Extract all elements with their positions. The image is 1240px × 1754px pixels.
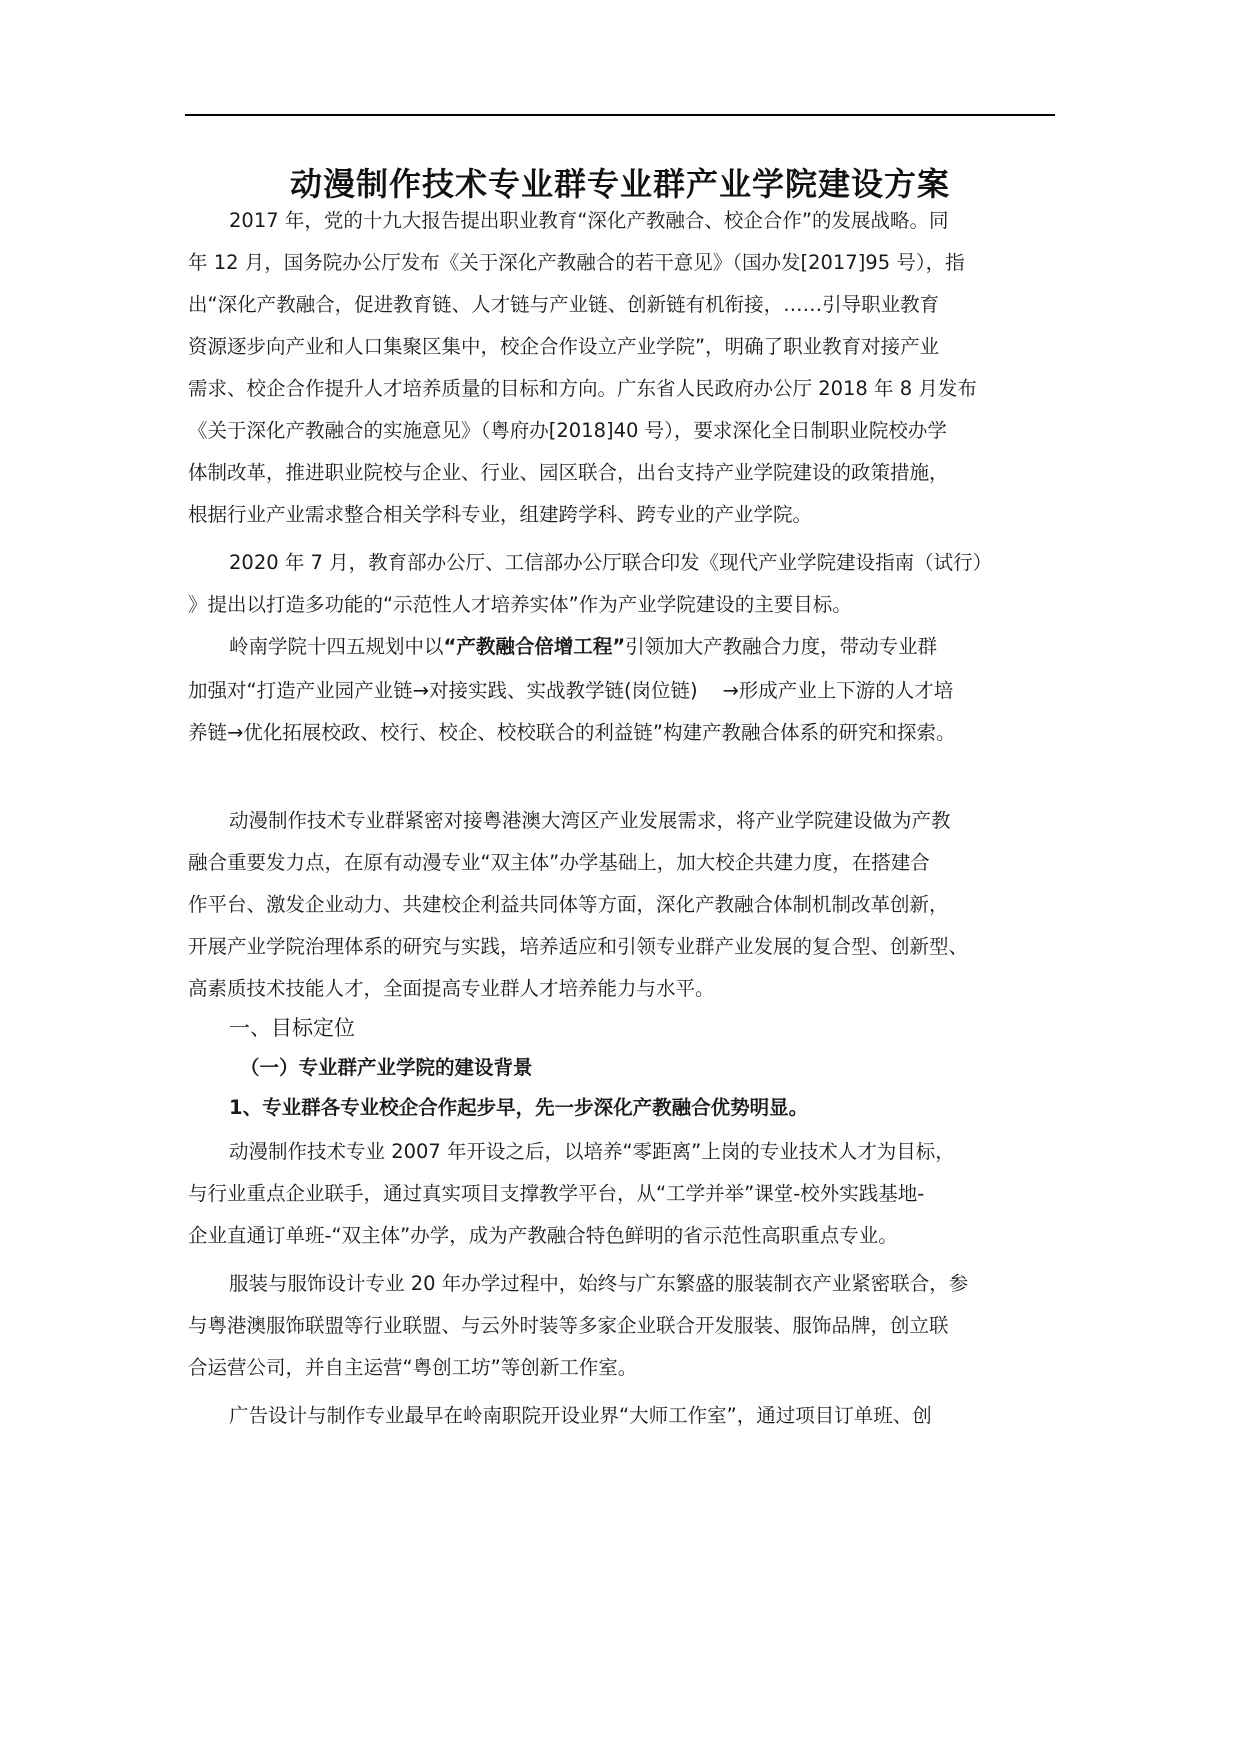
paragraph-line bbox=[229, 632, 1059, 662]
paragraph-line: 合运营公司，并自主运营“粤创工坊”等创新工作室。 bbox=[188, 1356, 638, 1379]
paragraph-line: 2017 年，党的十九大报告提出职业教育“深化产教融合、校企合作”的发展战略。同 bbox=[229, 209, 949, 232]
paragraph-line: 企业直通订单班-“双主体”办学，成为产教融合特色鲜明的省示范性高职重点专业。 bbox=[188, 1224, 898, 1247]
paragraph-line: 开展产业学院治理体系的研究与实践，培养适应和引领专业群产业发展的复合型、创新型、 bbox=[188, 935, 969, 958]
paragraph-line: 体制改革，推进职业院校与企业、行业、园区联合，出台支持产业学院建设的政策措施， bbox=[188, 461, 949, 484]
section-heading: 一、目标定位 bbox=[229, 1016, 355, 1040]
header-rule bbox=[185, 114, 1055, 116]
text-run: 岭南学院十四五规划中以 bbox=[229, 635, 444, 658]
paragraph-line: 广告设计与制作专业最早在岭南职院开设业界“大师工作室”，通过项目订单班、创 bbox=[229, 1404, 932, 1427]
paragraph-line: 2020 年 7 月，教育部办公厅、工信部办公厅联合印发《现代产业学院建设指南（试行） bbox=[229, 551, 993, 574]
paragraph-line: 高素质技术技能人才，全面提高专业群人才培养能力与水平。 bbox=[188, 977, 715, 1000]
paragraph-line: 加强对“打造产业园产业链→对接实践、实战教学链(岗位链) →形成产业上下游的人才培 bbox=[188, 679, 954, 702]
paragraph-line: 需求、校企合作提升人才培养质量的目标和方向。广东省人民政府办公厅 2018 年 8 月发布 bbox=[188, 377, 977, 400]
paragraph-line: 动漫制作技术专业群紧密对接粤港澳大湾区产业发展需求，将产业学院建设做为产教 bbox=[229, 809, 951, 832]
text-run: 引领加大产教融合力度，带动专业群 bbox=[625, 635, 938, 658]
document-title: 动漫制作技术专业群专业群产业学院建设方案 bbox=[289, 165, 950, 203]
paragraph-line: 《关于深化产教融合的实施意见》（粤府办[2018]40 号），要求深化全日制职业院校办学 bbox=[188, 419, 947, 442]
paragraph-line: 资源逐步向产业和人口集聚区集中，校企合作设立产业学院”，明确了职业教育对接产业 bbox=[188, 335, 940, 358]
emphasis-text: “产教融合倍增工程” bbox=[443, 635, 626, 658]
paragraph-line: 根据行业产业需求整合相关学科专业，组建跨学科、跨专业的产业学院。 bbox=[188, 503, 813, 526]
paragraph-line: 出“深化产教融合，促进教育链、人才链与产业链、创新链有机衔接，……引导职业教育 bbox=[188, 293, 940, 316]
point-heading: 1、专业群各专业校企合作起步早，先一步深化产教融合优势明显。 bbox=[229, 1096, 809, 1119]
paragraph-line: 融合重要发力点，在原有动漫专业“双主体”办学基础上，加大校企共建力度，在搭建合 bbox=[188, 851, 930, 874]
paragraph-line: 》提出以打造多功能的“示范性人才培养实体”作为产业学院建设的主要目标。 bbox=[188, 593, 852, 616]
paragraph-line: 年 12 月，国务院办公厅发布《关于深化产教融合的若干意见》（国办发[2017]95 号），指 bbox=[188, 251, 965, 274]
paragraph-line: 养链→优化拓展校政、校行、校企、校校联合的利益链”构建产教融合体系的研究和探索。 bbox=[188, 721, 956, 744]
paragraph-line: 与行业重点企业联手，通过真实项目支撑教学平台，从“工学并举”课堂-校外实践基地- bbox=[188, 1182, 925, 1205]
subsection-heading: （一）专业群产业学院的建设背景 bbox=[240, 1056, 533, 1079]
paragraph-line: 作平台、激发企业动力、共建校企利益共同体等方面，深化产教融合体制机制改革创新， bbox=[188, 893, 949, 916]
paragraph-line: 与粤港澳服饰联盟等行业联盟、与云外时装等多家企业联合开发服装、服饰品牌，创立联 bbox=[188, 1314, 949, 1337]
paragraph-line: 动漫制作技术专业 2007 年开设之后，以培养“零距离”上岗的专业技术人才为目标， bbox=[229, 1140, 955, 1163]
paragraph-line: 服装与服饰设计专业 20 年办学过程中，始终与广东繁盛的服装制衣产业紧密联合，参 bbox=[229, 1272, 969, 1295]
